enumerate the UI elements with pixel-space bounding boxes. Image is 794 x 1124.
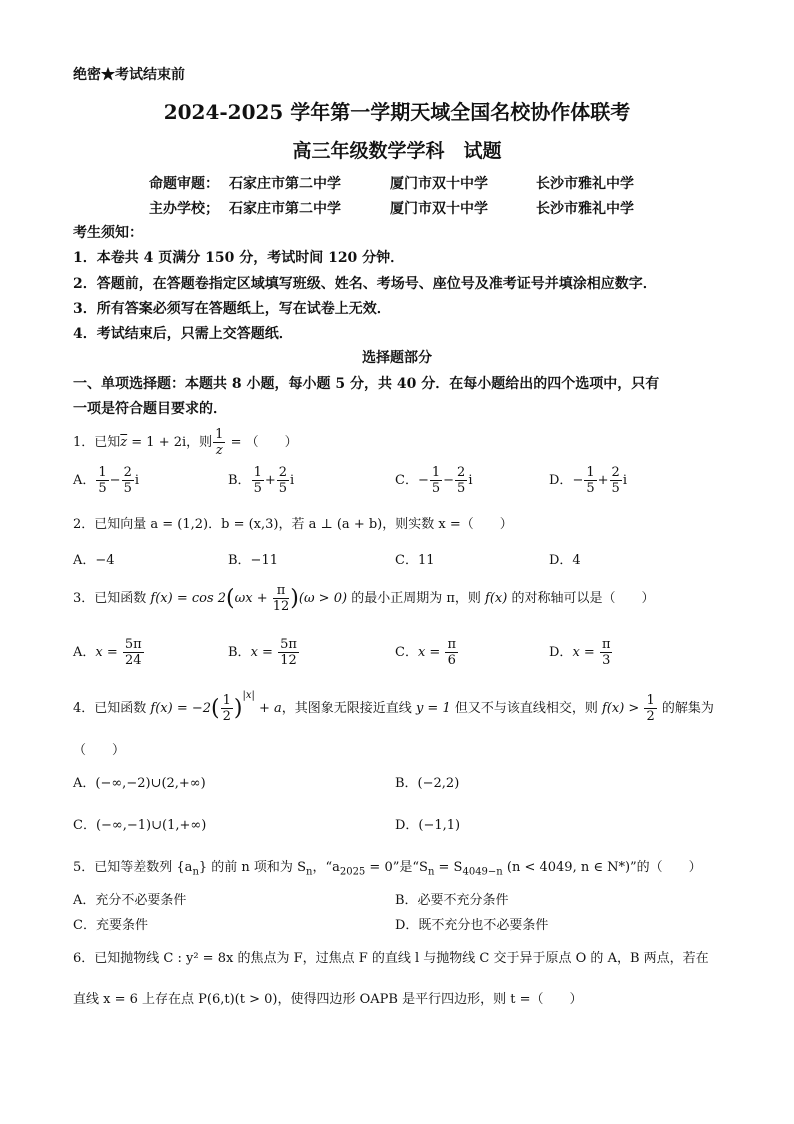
q1-z-conjugate: $\overline{z}$ [120, 435, 128, 450]
q3-prefix: 3．已知函数 [73, 591, 151, 606]
q4-option-a: A．(−∞,−2)∪(2,+∞) [73, 776, 206, 791]
q4-option-d: D．(−1,1) [395, 818, 461, 833]
q1-opt-a-n1: 1 [98, 465, 107, 480]
q4-rhs-num: 1 [646, 693, 655, 708]
q3-opt-b-n: 5π [280, 637, 297, 652]
q5-tail: (n < 4049, n ∈ N*)”的（ ） [502, 860, 702, 875]
q3-opt-b-var: x = [250, 645, 278, 660]
q3-opt-d-n: π [601, 637, 611, 652]
q2-option-a: A．−4 [73, 553, 115, 568]
q3-inner: ωx + [234, 591, 272, 606]
q3-twelve: 12 [272, 599, 290, 614]
q3-opt-a-n: 5π [124, 637, 142, 652]
q4-prefix: 4．已知函数 [73, 701, 151, 716]
question-6-line-2: 直线 x = 6 上存在点 P(6,t)(t > 0)，使得四边形 OAPB 是平行四边形，则 t =（ ） [73, 992, 583, 1007]
q1-opt-c-n1: 1 [431, 465, 441, 480]
q3-condition: (ω > 0) [298, 591, 348, 606]
q1-opt-c-d1: 5 [431, 481, 441, 496]
q1-opt-b-label: B． [228, 473, 251, 488]
q4-mid1: ，其图象无限接近直线 [281, 701, 416, 716]
q1-opt-d-n1: 1 [586, 465, 595, 480]
q2-option-b: B．−11 [228, 553, 278, 568]
q3-function: f(x) = cos 2 [150, 591, 227, 606]
q1-opt-d-lead: − [572, 473, 584, 488]
q3-function-2: f(x) [485, 591, 508, 606]
q5-sub-2025: 2025 [339, 866, 366, 878]
q4-half-den: 2 [222, 709, 231, 724]
q1-tail: = （ ） [226, 435, 298, 450]
question-3: 3．已知函数 f(x) = cos 2(ωx + $\frac{\pi}{12}$ )(ω > 0) 的最小正周期为 π，则 f(x) 的对称轴可以是（ ） [73, 583, 655, 614]
school-1: 石家庄市第二中学 [229, 176, 341, 192]
confidential-label: 绝密★考试结束前 [73, 67, 185, 83]
q3-opt-c-var: x = [417, 645, 445, 660]
q1-option-d [549, 466, 627, 495]
q4-inequality: f(x) > [601, 701, 644, 716]
q4-line: y = 1 [415, 701, 451, 716]
q1-opt-c-unit: i [468, 473, 473, 488]
q5-sub-n: n [192, 866, 199, 878]
question-6-line-1: 6．已知抛物线 C : y² = 8x 的焦点为 F，过焦点 F 的直线 l 与抛物线 C 交于异于原点 O 的 A，B 两点，若在 [73, 951, 709, 966]
q5-option-b: B．必要不充分条件 [395, 893, 509, 908]
q5-option-c: C．充要条件 [73, 918, 148, 933]
host-school-3: 长沙市雅礼中学 [536, 201, 634, 217]
q1-opt-d-sign: + [597, 473, 609, 488]
q1-frac-den: z [215, 443, 223, 458]
q2-option-c: C．11 [395, 553, 435, 568]
q4-option-c: C．(−∞,−1)∪(1,+∞) [73, 818, 207, 833]
q1-option-c [395, 466, 473, 495]
q4-function: f(x) = −2 [150, 701, 212, 716]
q1-opt-d-unit: i [622, 473, 627, 488]
q3-opt-a-label: A． [73, 645, 96, 660]
q5-mid1: } 的前 n 项和为 S [198, 860, 306, 875]
q5-mid2: ，“a [312, 860, 340, 875]
q1-frac-num: 1 [215, 427, 224, 442]
q3-opt-d-d: 3 [602, 653, 611, 668]
q1-opt-d-d1: 5 [586, 481, 595, 496]
q1-opt-b-d1: 5 [253, 481, 262, 496]
q3-option-b [228, 638, 300, 667]
notice-item-4: 4．考试结束后，只需上交答题纸． [73, 326, 293, 342]
exam-subtitle: 高三年级数学学科 试题 [292, 140, 502, 162]
q1-option-b [228, 466, 294, 495]
question-5 [73, 856, 702, 878]
q1-stem-prefix: 1．已知 [73, 435, 121, 450]
q1-opt-a-label: A． [73, 473, 96, 488]
school-3: 长沙市雅礼中学 [536, 176, 634, 192]
question-4: 4．已知函数 f(x) = −2( $\frac{1}{2}$ )$^{|x|}$ + a，其图象无限接近直线 y = 1 但又不与该直线相交，则 f(x) > $\frac{1}{2}$ 的解集为 [73, 690, 714, 724]
q1-opt-b-sign: + [264, 473, 276, 488]
q1-opt-d-d2: 5 [611, 481, 620, 496]
q3-option-d [549, 638, 613, 667]
q3-option-a [73, 638, 145, 667]
q5-sub-n-3: n [427, 866, 435, 878]
q5-option-d: D．既不充分也不必要条件 [395, 918, 549, 933]
q3-pi: π [273, 584, 290, 599]
q3-opt-a-d: 24 [125, 653, 142, 668]
q4-option-b: B．(−2,2) [395, 776, 460, 791]
q5-option-a: A．充分不必要条件 [73, 893, 187, 908]
notice-heading: 考生须知： [73, 225, 143, 241]
q3-opt-b-d: 12 [280, 653, 297, 668]
notice-item-2: 2．答题前，在答题卷指定区域填写班级、姓名、考场号、座位号及准考证号并填涂相应数字． [73, 276, 657, 292]
q3-tail: 的对称轴可以是（ ） [507, 591, 655, 606]
host-school-2: 厦门市双十中学 [390, 201, 488, 217]
notice-item-3: 3．所有答案必须写在答题纸上，写在试卷上无效． [73, 301, 391, 317]
q5-sub-n-2: n [305, 866, 313, 878]
q5-mid4: = S [434, 860, 463, 875]
q3-opt-b-label: B． [228, 645, 251, 660]
q3-opt-c-d: 6 [447, 653, 456, 668]
section-title: 选择题部分 [362, 350, 432, 366]
q1-opt-c-sign: − [443, 473, 455, 488]
review-label: 命题审题： [149, 176, 219, 192]
q4-rhs-den: 2 [646, 709, 655, 724]
section-instruction-2: 一项是符合题目要求的． [73, 401, 227, 417]
q1-opt-a-d1: 5 [98, 481, 107, 496]
question-2: 2．已知向量 a = (1,2)．b = (x,3)，若 a ⊥ (a + b)，则实数 x =（ ） [73, 517, 513, 532]
q1-option-a [73, 466, 139, 495]
q1-opt-d-n2: 2 [611, 465, 620, 480]
q5-prefix: 5．已知等差数列 {a [73, 860, 193, 875]
q5-sub-4049: 4049−n [462, 866, 503, 878]
q3-option-c [395, 638, 459, 667]
host-school-1: 石家庄市第二中学 [229, 201, 341, 217]
q2-option-d: D．4 [549, 553, 581, 568]
section-instruction-1: 一、单项选择题：本题共 8 小题，每小题 5 分，共 40 分．在每小题给出的四个选项中，只有 [73, 376, 660, 392]
q1-opt-d-label: D． [549, 473, 573, 488]
q4-half-num: 1 [222, 693, 231, 708]
school-2: 厦门市双十中学 [390, 176, 488, 192]
q5-mid3: = 0”是“S [365, 860, 428, 875]
q3-opt-a-var: x = [95, 645, 122, 660]
q1-opt-c-n2: 2 [457, 465, 466, 480]
q4-exponent: |x| [242, 690, 255, 701]
host-label: 主办学校； [149, 201, 219, 217]
q3-mid: 的最小正周期为 π，则 [347, 591, 486, 606]
q4-answer-paren: （ ） [73, 743, 126, 758]
q1-opt-b-n2: 2 [278, 465, 288, 480]
question-1 [73, 428, 298, 457]
q4-tail: 的解集为 [657, 701, 714, 716]
exam-title: 2024-2025 学年第一学期天域全国名校协作体联考 [163, 100, 631, 124]
q1-opt-c-d2: 5 [457, 481, 466, 496]
notice-item-1: 1．本卷共 4 页满分 150 分，考试时间 120 分钟． [73, 250, 405, 266]
q1-opt-a-sign: − [109, 473, 121, 488]
q1-fraction [213, 428, 225, 457]
q4-plus-a: + a [254, 701, 282, 716]
q1-opt-c-label: C． [395, 473, 418, 488]
q1-opt-b-d2: 5 [278, 481, 288, 496]
q1-opt-b-unit: i [290, 473, 295, 488]
q3-opt-d-label: D． [549, 645, 573, 660]
q1-opt-a-n2: 2 [123, 465, 132, 480]
q3-opt-c-label: C． [395, 645, 418, 660]
q4-mid2: 但又不与该直线相交，则 [450, 701, 602, 716]
q3-opt-c-n: π [447, 637, 456, 652]
q1-opt-a-d2: 5 [123, 481, 132, 496]
q1-opt-c-lead: − [417, 473, 429, 488]
q1-equation: = 1 + 2i，则 [127, 435, 213, 450]
q1-opt-a-unit: i [134, 473, 140, 488]
q1-opt-b-n1: 1 [253, 465, 262, 480]
q3-opt-d-var: x = [572, 645, 599, 660]
